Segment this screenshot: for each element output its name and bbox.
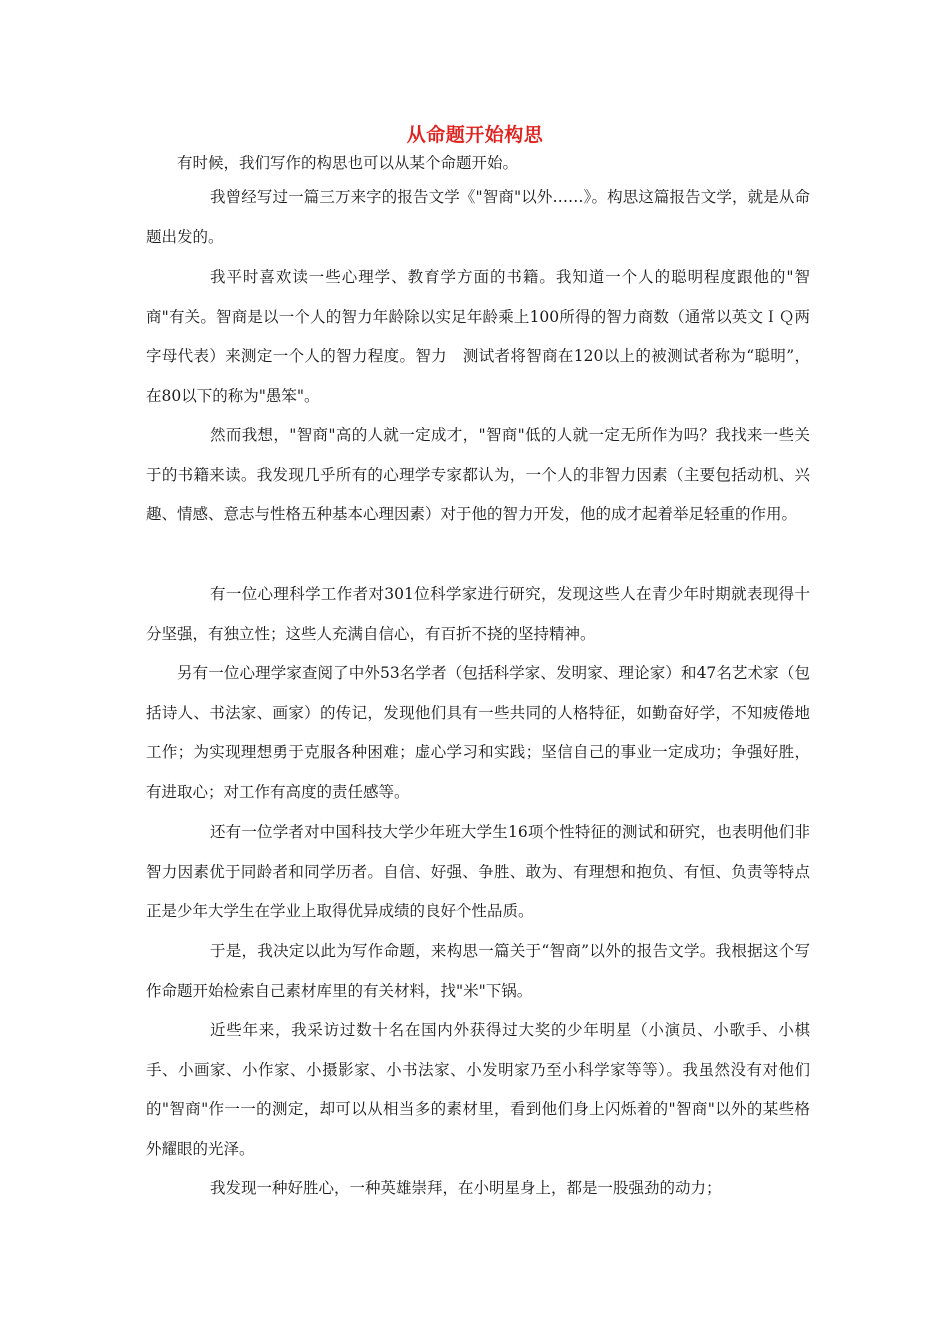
paragraph-9: 近些年来，我采访过数十名在国内外获得过大奖的少年明星（小演员、小歌手、小棋手、小画家、小作家、小摄影家、小书法家、小发明家乃至小科学家等等）。我虽然没有对他们的"智商"作一一的测定，却可以从相当多的素材里，看到他们身上闪烁着的"智商"以外的某些格外耀眼的光泽。 xyxy=(146,1021,810,1159)
document-title: 从命题开始构思 xyxy=(406,124,544,146)
paragraph-8: 于是，我决定以此为写作命题，来构思一篇关于“智商”以外的报告文学。我根据这个写作命题开始检索自己素材库里的有关材料，找"米"下锅。 xyxy=(146,942,810,1000)
paragraph-3: 我平时喜欢读一些心理学、教育学方面的书籍。我知道一个人的聪明程度跟他的"智商"有关。智商是以一个人的智力年龄除以实足年龄乘上100所得的智力商数（通常以英文ＩＱ两字母代表）来测定一个人的智力程度。智力 测试者将智商在120以上的被测试者称为“聪明”，在80以下的称为"愚笨"。 xyxy=(146,268,810,406)
paragraph-1: 有时候，我们写作的构思也可以从某个命题开始。 xyxy=(177,154,519,172)
paragraph-4: 然而我想，"智商"高的人就一定成才，"智商"低的人就一定无所作为吗？我找来一些关于的书籍来读。我发现几乎所有的心理学专家都认为，一个人的非智力因素（主要包括动机、兴趣、情感、意志与性格五种基本心理因素）对于他的智力开发，他的成才起着举足轻重的作用。 xyxy=(146,426,810,524)
paragraph-7: 还有一位学者对中国科技大学少年班大学生16项个性特征的测试和研究，也表明他们非智力因素优于同龄者和同学历者。自信、好强、争胜、敢为、有理想和抱负、有恒、负责等特点正是少年大学生在学业上取得优异成绩的良好个性品质。 xyxy=(146,823,810,921)
paragraph-2: 我曾经写过一篇三万来字的报告文学《"智商"以外……》。构思这篇报告文学，就是从命题出发的。 xyxy=(146,188,810,246)
paragraph-5: 有一位心理科学工作者对301位科学家进行研究，发现这些人在青少年时期就表现得十分坚强，有独立性；这些人充满自信心，有百折不挠的坚持精神。 xyxy=(146,585,810,643)
paragraph-6: 另有一位心理学家查阅了中外53名学者（包括科学家、发明家、理论家）和47名艺术家（包括诗人、书法家、画家）的传记，发现他们具有一些共同的人格特征，如勤奋好学，不知疲倦地工作；为实现理想勇于克服各种困难；虚心学习和实践；坚信自己的事业一定成功；争强好胜，有进取心；对工作有高度的责任感等。 xyxy=(146,664,810,802)
paragraph-10: 我发现一种好胜心，一种英雄崇拜，在小明星身上，都是一股强劲的动力； xyxy=(210,1179,722,1197)
